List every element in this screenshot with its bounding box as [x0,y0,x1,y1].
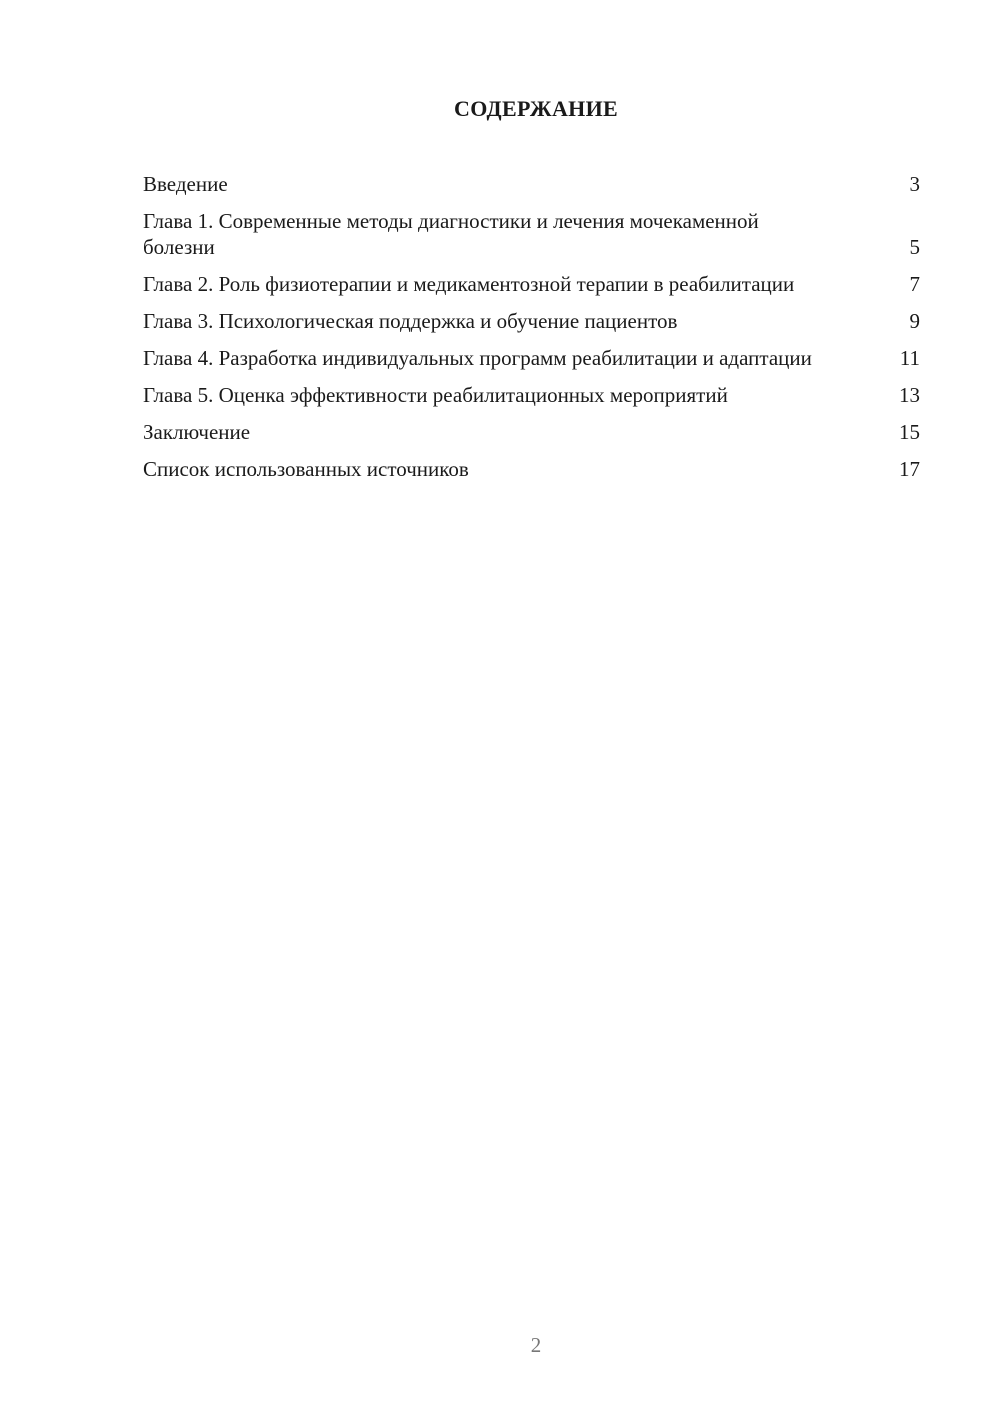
toc-entry-title: Глава 1. Современные методы диагностики и лечения мочекаменной болезни [143,209,759,259]
page-number: 2 [530,1333,542,1357]
toc-entry-introduction[interactable] [143,171,920,197]
toc-entry-chapter-5[interactable] [143,382,920,408]
toc-entry-title: Заключение [143,420,251,444]
toc-entry-page: 7 [909,272,920,296]
toc-entry-chapter-2[interactable] [143,271,920,297]
toc-entry-title: Глава 4. Разработка индивидуальных программ реабилитации и адаптации [143,346,812,370]
toc-entry-conclusion[interactable] [143,419,920,445]
table-of-contents [143,171,920,493]
toc-entry-page: 17 [899,457,920,481]
toc-entry-title: Глава 5. Оценка эффективности реабилитационных мероприятий [143,383,728,407]
toc-entry-page: 9 [909,309,920,333]
toc-entry-references[interactable] [143,456,920,482]
toc-entry-page: 3 [909,172,920,196]
toc-entry-page: 5 [909,235,920,259]
toc-entry-page: 15 [899,420,920,444]
toc-entry-chapter-3[interactable] [143,308,920,334]
toc-entry-title: Введение [143,172,228,196]
toc-entry-title: Глава 2. Роль физиотерапии и медикаментозной терапии в реабилитации [143,272,795,296]
toc-entry-title: Глава 3. Психологическая поддержка и обучение пациентов [143,309,678,333]
toc-entry-page: 13 [899,383,920,407]
toc-entry-chapter-1[interactable] [143,208,920,260]
toc-entry-page: 11 [899,346,920,370]
toc-entry-title: Список использованных источников [143,457,469,481]
page-title: СОДЕРЖАНИЕ [454,96,618,121]
toc-entry-chapter-4[interactable] [143,345,920,371]
